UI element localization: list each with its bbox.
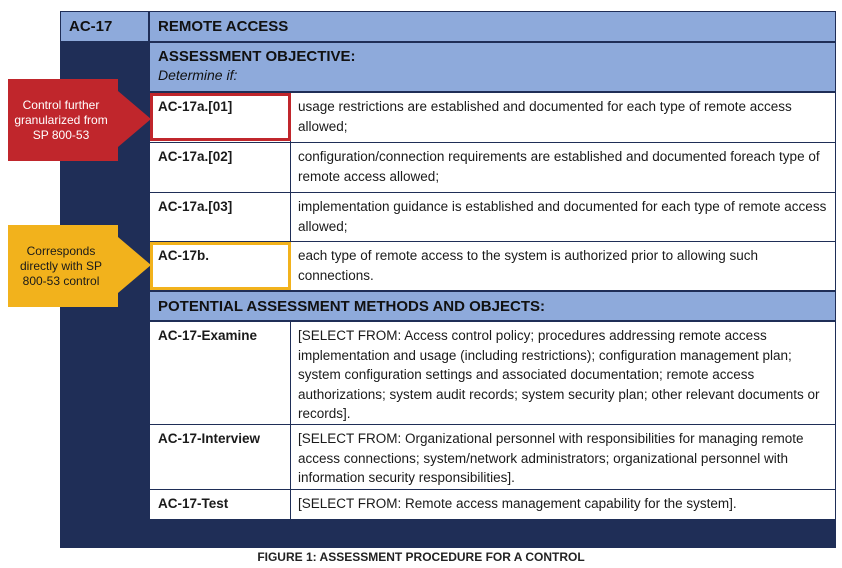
red-callout-text: Control further granularized from SP 800-53 bbox=[14, 97, 108, 142]
objective-text-4: each type of remote access to the system is authorized prior to allowing such connections. bbox=[291, 242, 835, 290]
objective-text-2: configuration/connection requirements are established and documented foreach type of remote access allowed; bbox=[291, 143, 835, 192]
objective-id-3: AC-17a.[03] bbox=[150, 193, 290, 241]
assessment-objective-subtitle: Determine if: bbox=[158, 67, 238, 83]
objective-id-4: AC-17b. bbox=[150, 242, 290, 290]
assessment-objective-title: ASSESSMENT OBJECTIVE: bbox=[158, 48, 356, 65]
red-highlight-box bbox=[150, 93, 291, 141]
method-text-interview: [SELECT FROM: Organizational personnel with responsibilities for managing remote access connections; system/network administrators; organizational personnel with information security responsibilities]. bbox=[291, 425, 835, 489]
method-id-interview: AC-17-Interview bbox=[150, 425, 290, 489]
method-text-test: [SELECT FROM: Remote access management capability for the system]. bbox=[291, 490, 835, 519]
control-title: REMOTE ACCESS bbox=[158, 18, 289, 35]
method-id-test: AC-17-Test bbox=[150, 490, 290, 519]
objective-id-2: AC-17a.[02] bbox=[150, 143, 290, 192]
assessment-objective-header bbox=[149, 42, 836, 92]
method-text-examine: [SELECT FROM: Access control policy; procedures addressing remote access implementation and usage (including restrictions); configuration management plan; system configuration settings and associated documentation; remote access authorizations; system audit records; system security plan; other relevant documents or records]. bbox=[291, 322, 835, 424]
control-id: AC-17 bbox=[69, 18, 113, 35]
yellow-callout-text: Corresponds directly with SP 800-53 control bbox=[19, 243, 103, 288]
objective-text-1: usage restrictions are established and documented for each type of remote access allowed; bbox=[291, 93, 835, 142]
method-id-examine: AC-17-Examine bbox=[150, 322, 290, 424]
figure-caption: FIGURE 1: ASSESSMENT PROCEDURE FOR A CONTROL bbox=[257, 550, 585, 564]
assessment-methods-header bbox=[149, 291, 836, 321]
objective-id-1: AC-17a.[01] bbox=[150, 93, 290, 142]
yellow-highlight-box bbox=[150, 242, 291, 290]
control-title-cell bbox=[149, 11, 836, 42]
assessment-methods-title: POTENTIAL ASSESSMENT METHODS AND OBJECTS: bbox=[158, 298, 545, 315]
objective-text-3: implementation guidance is established and documented for each type of remote access allowed; bbox=[291, 193, 835, 241]
control-id-cell bbox=[60, 11, 149, 42]
